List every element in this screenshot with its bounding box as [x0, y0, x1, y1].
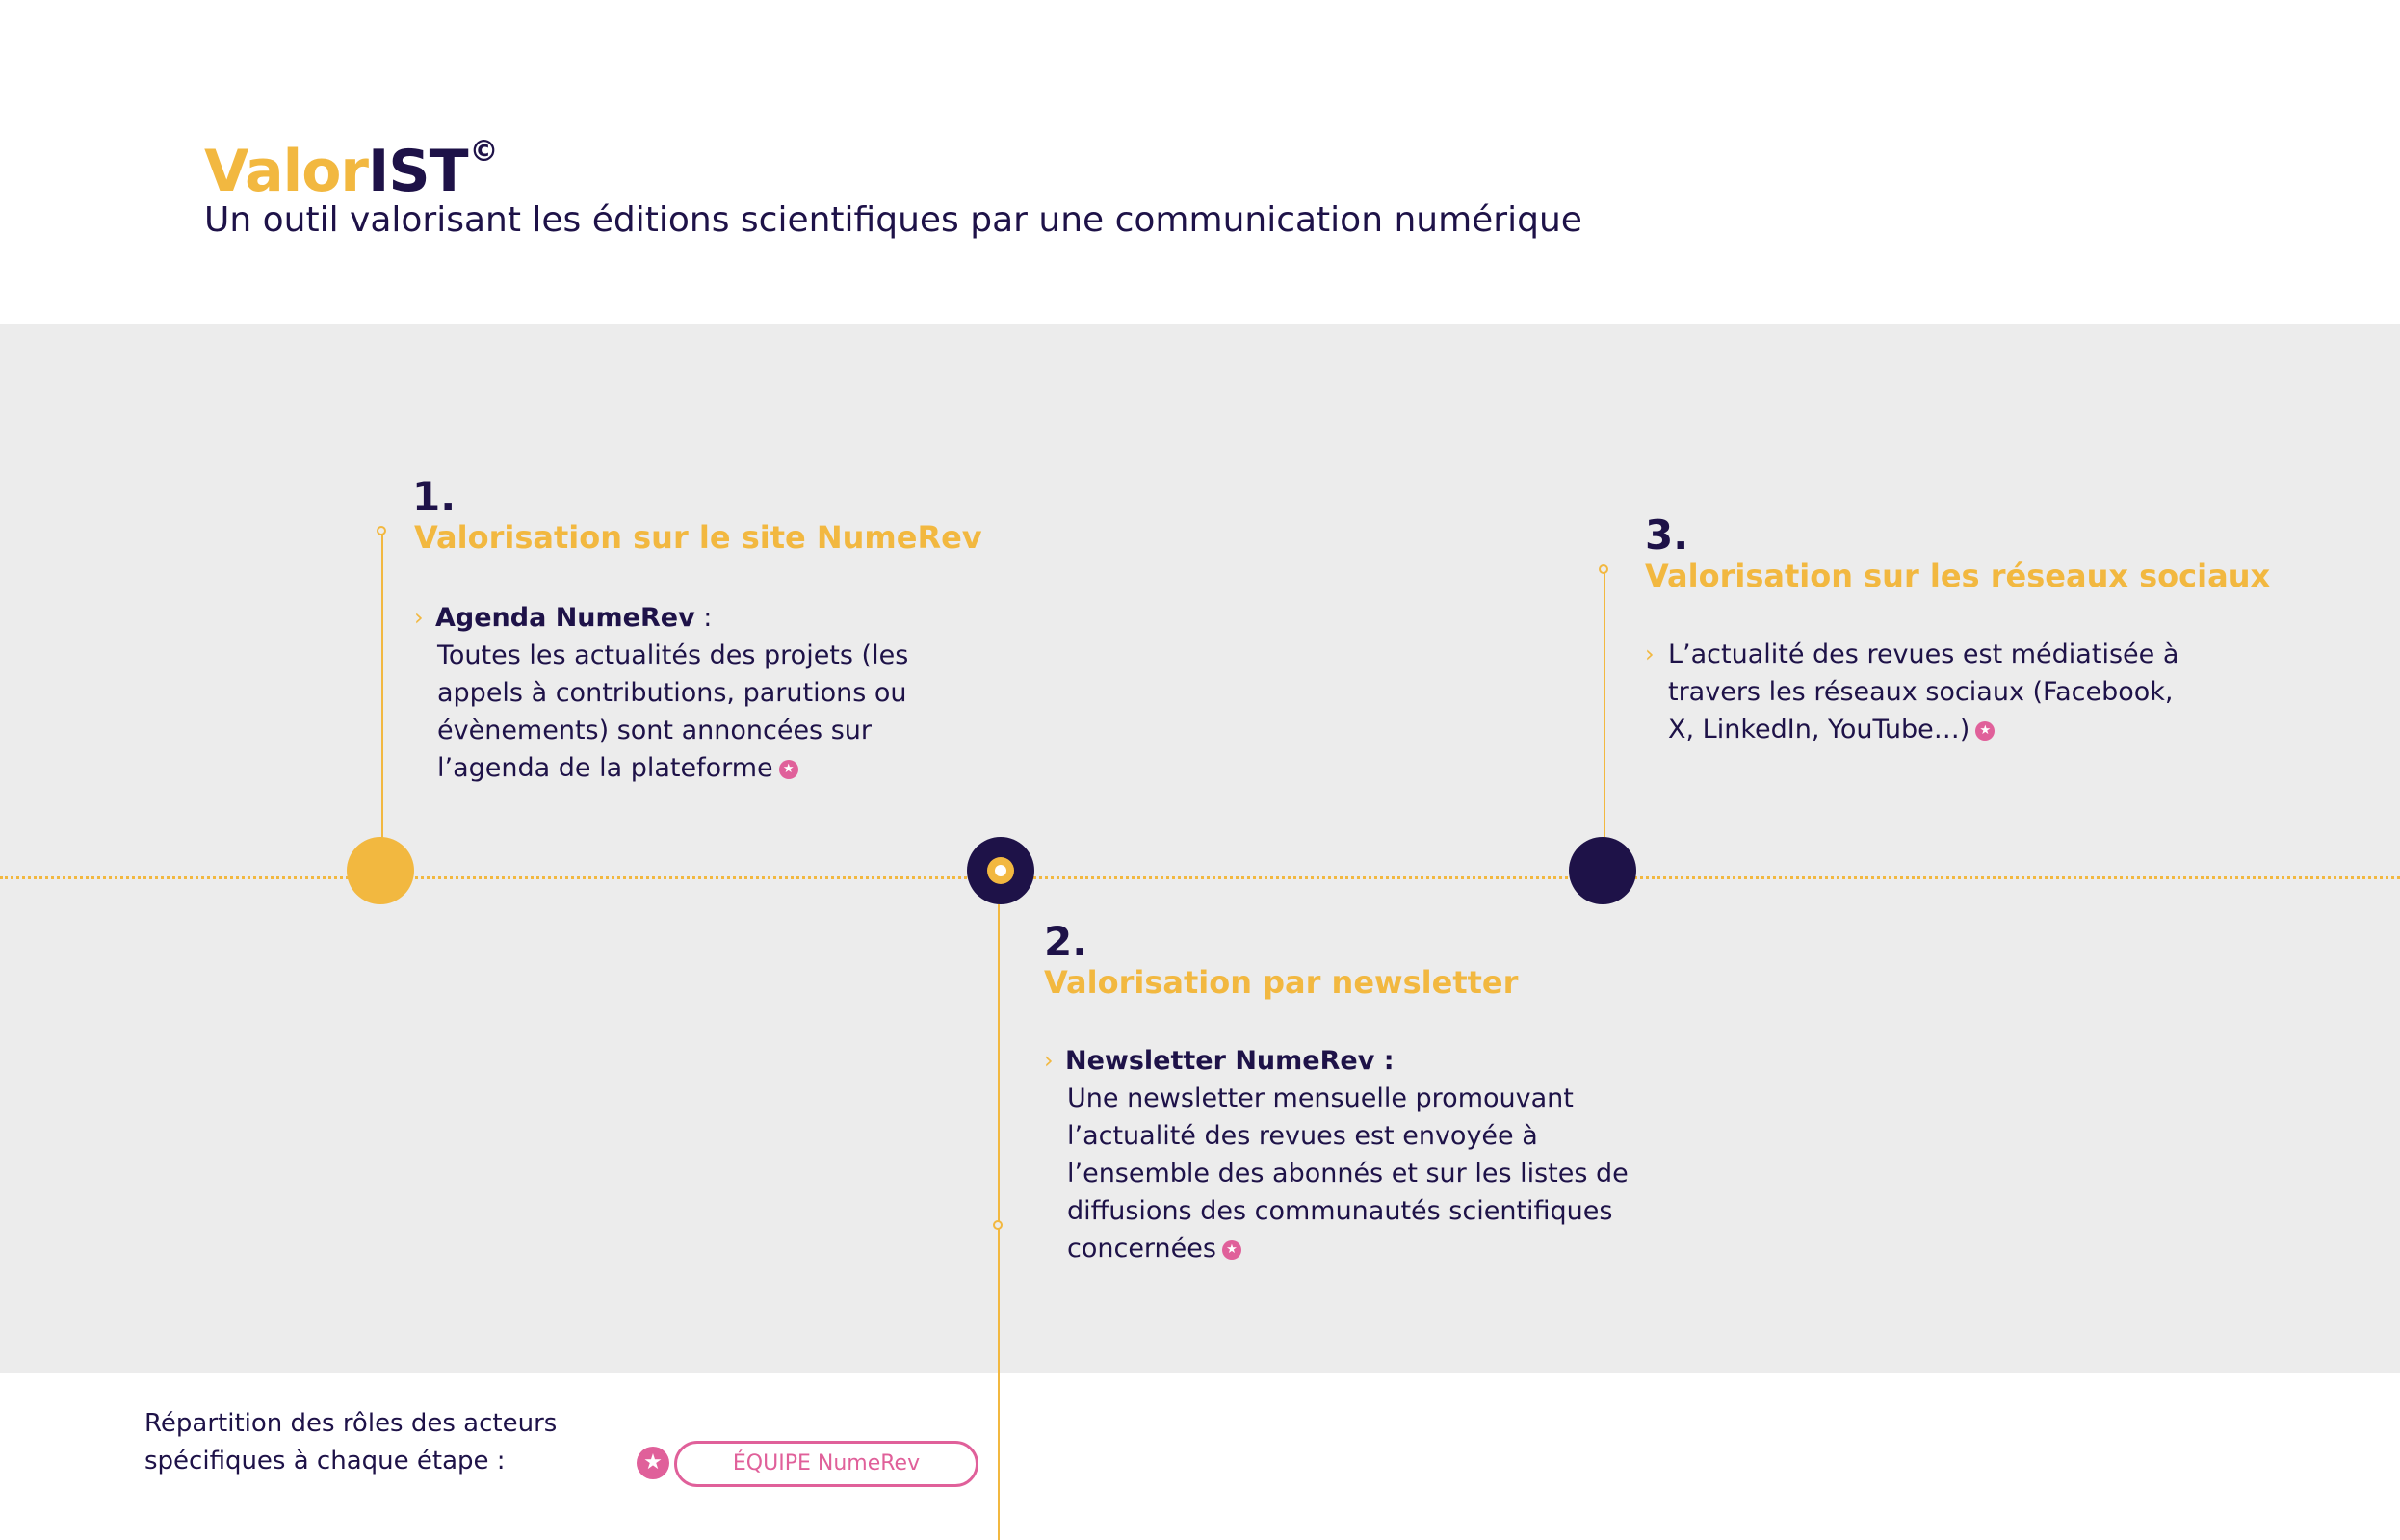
step-2-node [967, 837, 1034, 904]
step-1-connector [381, 532, 383, 840]
step-3-number: 3. [1645, 511, 1689, 559]
step-3-connector [1604, 570, 1605, 840]
brand-title [204, 127, 498, 206]
step-1-number: 1. [412, 473, 457, 520]
step-1-node [347, 837, 414, 904]
step-2-title: Valorisation par newsletter [1044, 964, 1519, 1001]
legend-label [144, 1405, 557, 1480]
star-icon: ★ [637, 1447, 669, 1479]
legend-label-line1: Répartition des rôles des acteurs [144, 1409, 558, 1438]
step-1-connector-dot [377, 526, 386, 535]
step-2-item-head: Newsletter NumeRev : [1065, 1046, 1395, 1076]
header [0, 0, 2400, 324]
brand-part1: Valor [204, 138, 369, 205]
star-icon: ★ [1975, 721, 1995, 741]
subtitle: Un outil valorisant les éditions scientifiques par une communication numérique [204, 200, 1582, 240]
step-1-item [414, 599, 936, 787]
step-2-node-inner [987, 857, 1014, 884]
step-1-item-body: Toutes les actualités des projets (les appels à contributions, parutions ou évènements) sont annoncées sur l’agenda de la plateforme [437, 640, 909, 783]
step-2-number: 2. [1044, 918, 1088, 965]
chevron-right-icon: › [414, 604, 424, 631]
step-3-title: Valorisation sur les réseaux sociaux [1645, 558, 2271, 594]
step-3-connector-dot [1599, 564, 1608, 574]
step-3-node [1569, 837, 1636, 904]
legend-pill-equipe: ÉQUIPE NumeRev [674, 1441, 978, 1487]
step-2-connector-dot [993, 1220, 1003, 1230]
step-3-item-body: L’actualité des revues est médiatisée à travers les réseaux sociaux (Facebook, X, LinkedIn, YouTube…) [1668, 639, 2179, 744]
step-1-item-sep: : [694, 603, 713, 633]
star-icon: ★ [779, 760, 798, 779]
step-3-item [1645, 636, 2205, 748]
step-2-item-body: Une newsletter mensuelle promouvant l’actualité des revues est envoyée à l’ensemble des abonnés et sur les listes de diffusions des communautés scientifiques concernées [1067, 1083, 1629, 1264]
step-1-title: Valorisation sur le site NumeRev [414, 519, 982, 556]
step-1-item-head: Agenda NumeRev [435, 603, 695, 633]
brand-part2: IST [368, 138, 468, 205]
star-icon: ★ [1222, 1240, 1241, 1260]
step-2-item [1044, 1042, 1682, 1267]
legend-label-line2: spécifiques à chaque étape : [144, 1447, 506, 1475]
chevron-right-icon: › [1044, 1047, 1054, 1074]
chevron-right-icon: › [1645, 640, 1655, 667]
timeline-band [0, 324, 2400, 1373]
copyright-mark: © [469, 135, 498, 169]
